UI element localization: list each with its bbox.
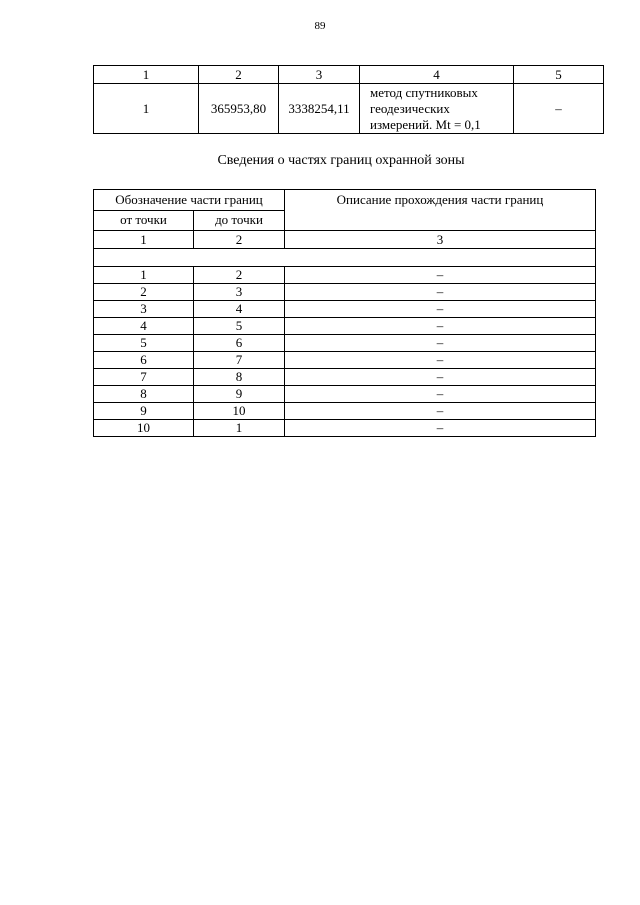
table-row [94,352,596,369]
from-point-cell: 8 [94,386,194,403]
table-row [94,335,596,352]
table-row [94,386,596,403]
section-title: Сведения о частях границ охранной зоны [217,153,465,168]
table-row [94,301,596,318]
method-cell [360,84,514,134]
description-cell: – [285,284,596,301]
to-point-header: до точки [194,210,285,231]
point-number-cell: 1 [94,84,199,134]
parts-header-row-1 [94,190,596,211]
from-point-cell: 7 [94,369,194,386]
page-number: 89 [314,20,326,32]
to-point-cell: 6 [194,335,285,352]
from-point-cell: 4 [94,318,194,335]
description-cell: – [285,267,596,284]
to-point-cell: 8 [194,369,285,386]
method-line: геодезических [370,100,450,116]
description-cell: – [285,420,596,437]
table-row [94,420,596,437]
column-number-2: 2 [199,66,279,84]
column-number-1: 1 [94,66,199,84]
from-point-cell: 9 [94,403,194,420]
description-cell: – [285,301,596,318]
column-number-3: 3 [285,231,596,249]
to-point-cell: 2 [194,267,285,284]
column-number-3: 3 [279,66,360,84]
coordinates-table-row [94,84,604,134]
column-number-5: 5 [514,66,604,84]
table-row [94,284,596,301]
to-point-cell: 10 [194,403,285,420]
to-point-cell: 9 [194,386,285,403]
method-line: метод спутниковых [370,84,478,100]
to-point-cell: 5 [194,318,285,335]
from-point-cell: 3 [94,301,194,318]
table-row [94,403,596,420]
column-number-4: 4 [360,66,514,84]
from-point-cell: 6 [94,352,194,369]
boundary-parts-table [93,189,596,437]
description-cell: – [285,369,596,386]
table-row [94,267,596,284]
to-point-cell: 4 [194,301,285,318]
group-header-cell: Обозначение части границ [94,190,285,211]
description-cell: – [285,386,596,403]
description-header-cell: Описание прохождения части границ [285,190,596,231]
table-row [94,369,596,386]
note-cell: – [514,84,604,134]
to-point-cell: 7 [194,352,285,369]
method-line: измерений. Mt = 0,1 [370,116,481,132]
description-cell: – [285,403,596,420]
x-coordinate-cell: 365953,80 [199,84,279,134]
coordinates-table-header-row [94,66,604,84]
column-number-1: 1 [94,231,194,249]
y-coordinate-cell: 3338254,11 [279,84,360,134]
description-cell: – [285,318,596,335]
table-row [94,318,596,335]
from-point-cell: 5 [94,335,194,352]
empty-row [94,249,596,267]
parts-table-body [94,267,596,437]
from-point-cell: 1 [94,267,194,284]
column-numbers-row [94,231,596,249]
from-point-header: от точки [94,210,194,231]
from-point-cell: 10 [94,420,194,437]
description-cell: – [285,335,596,352]
empty-cell [94,249,596,267]
description-cell: – [285,352,596,369]
column-number-2: 2 [194,231,285,249]
to-point-cell: 1 [194,420,285,437]
coordinates-table [93,65,604,134]
to-point-cell: 3 [194,284,285,301]
from-point-cell: 2 [94,284,194,301]
